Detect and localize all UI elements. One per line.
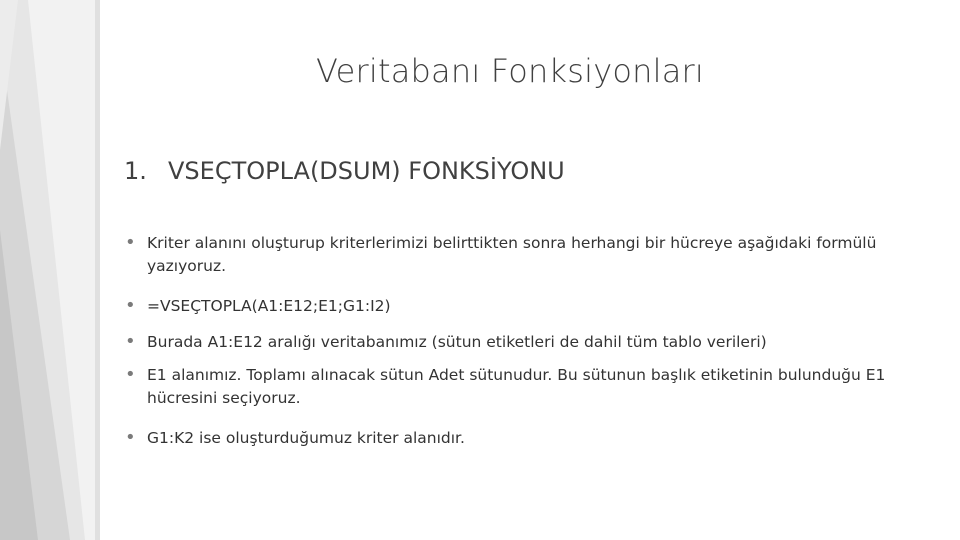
bullet-item — [125, 295, 925, 318]
slide-title: Veritabanı Fonksiyonları — [316, 52, 704, 90]
bullet-icon: • — [125, 427, 136, 448]
bullet-text: G1:K2 ise oluşturduğumuz kriter alanıdır. — [147, 429, 465, 447]
bullet-item — [125, 232, 925, 278]
bullet-text: Burada A1:E12 aralığı veritabanımız (sütun etiketleri de dahil tüm tablo verileri) — [147, 333, 767, 351]
heading-text: VSEÇTOPLA(DSUM) FONKSİYONU — [168, 157, 565, 185]
bullet-text: E1 alanımız. Toplamı alınacak sütun Adet sütunudur. Bu sütunun başlık etiketinin bulunduğu E1 hücresini seçiyoruz. — [147, 366, 886, 407]
bullet-item — [125, 331, 925, 354]
bullet-list — [125, 232, 925, 450]
bullet-icon: • — [125, 295, 136, 316]
section-heading — [124, 157, 565, 185]
heading-number: 1. — [124, 157, 147, 185]
bullet-item — [125, 364, 925, 410]
bullet-text: Kriter alanını oluşturup kriterlerimizi belirttikten sonra herhangi bir hücreye aşağıdaki formülü yazıyoruz. — [147, 234, 877, 275]
bullet-icon: • — [125, 232, 136, 253]
bullet-item — [125, 427, 925, 450]
bullet-icon: • — [125, 331, 136, 352]
bullet-icon: • — [125, 364, 136, 385]
bullet-text: =VSEÇTOPLA(A1:E12;E1;G1:I2) — [147, 297, 391, 315]
left-decoration-shapes — [0, 0, 110, 540]
